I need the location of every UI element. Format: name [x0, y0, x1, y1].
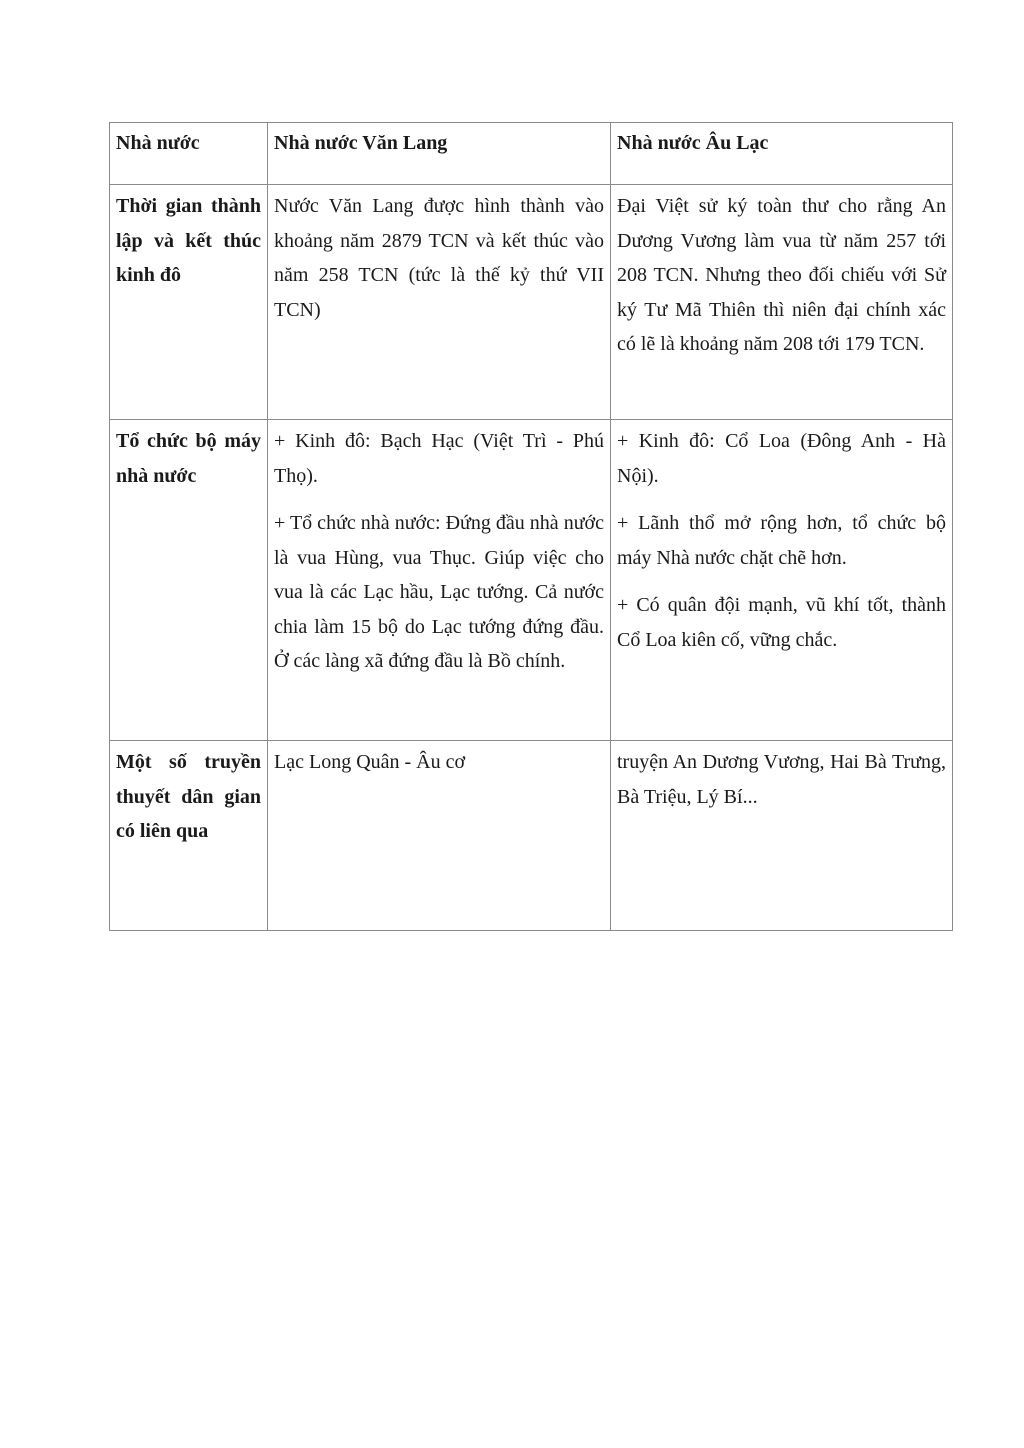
table-row-time: [110, 185, 953, 420]
cell-au-lac-organization: [611, 420, 953, 741]
cell-paragraph: + Có quân đội mạnh, vũ khí tốt, thành Cổ Loa kiên cố, vững chắc.: [617, 594, 946, 651]
cell-paragraph: Lạc Long Quân - Âu cơ: [274, 751, 466, 773]
cell-paragraph: Đại Việt sử ký toàn thư cho rằng An Dương Vương làm vua từ năm 257 tới 208 TCN. Nhưng theo đối chiếu với Sử ký Tư Mã Thiên thì niên đại chính xác có lẽ là khoảng năm 208 tới 179 TCN.: [617, 195, 946, 355]
cell-paragraph: Nước Văn Lang được hình thành vào khoảng năm 2879 TCN và kết thúc vào năm 258 TCN (tức là thế kỷ thứ VII TCN): [274, 195, 604, 321]
row-label-organization: Tổ chức bộ máy nhà nước: [110, 420, 268, 741]
cell-van-lang-time: [268, 185, 611, 420]
cell-au-lac-time: [611, 185, 953, 420]
cell-paragraph: truyện An Dương Vương, Hai Bà Trưng, Bà Triệu, Lý Bí...: [617, 751, 946, 808]
row-label-legends: Một số truyền thuyết dân gian có liên qua: [110, 741, 268, 931]
table-row-legends: [110, 741, 953, 931]
header-cell-au-lac: Nhà nước Âu Lạc: [611, 123, 953, 185]
cell-paragraph: + Lãnh thổ mở rộng hơn, tổ chức bộ máy Nhà nước chặt chẽ hơn.: [617, 512, 946, 569]
cell-van-lang-organization: [268, 420, 611, 741]
comparison-table: [109, 122, 953, 931]
row-label-time: Thời gian thành lập và kết thúc kinh đô: [110, 185, 268, 420]
table-row-organization: [110, 420, 953, 741]
header-cell-van-lang: Nhà nước Văn Lang: [268, 123, 611, 185]
cell-paragraph: + Tổ chức nhà nước: Đứng đầu nhà nước là vua Hùng, vua Thục. Giúp việc cho vua là các Lạc hầu, Lạc tướng. Cả nước chia làm 15 bộ do Lạc tướng đứng đầu. Ở các làng xã đứng đầu là Bồ chính.: [274, 512, 604, 672]
cell-au-lac-legends: [611, 741, 953, 931]
cell-paragraph: + Kinh đô: Bạch Hạc (Việt Trì - Phú Thọ).: [274, 430, 604, 487]
header-cell-state: Nhà nước: [110, 123, 268, 185]
cell-paragraph: + Kinh đô: Cổ Loa (Đông Anh - Hà Nội).: [617, 430, 946, 487]
table-header-row: [110, 123, 953, 185]
cell-van-lang-legends: [268, 741, 611, 931]
